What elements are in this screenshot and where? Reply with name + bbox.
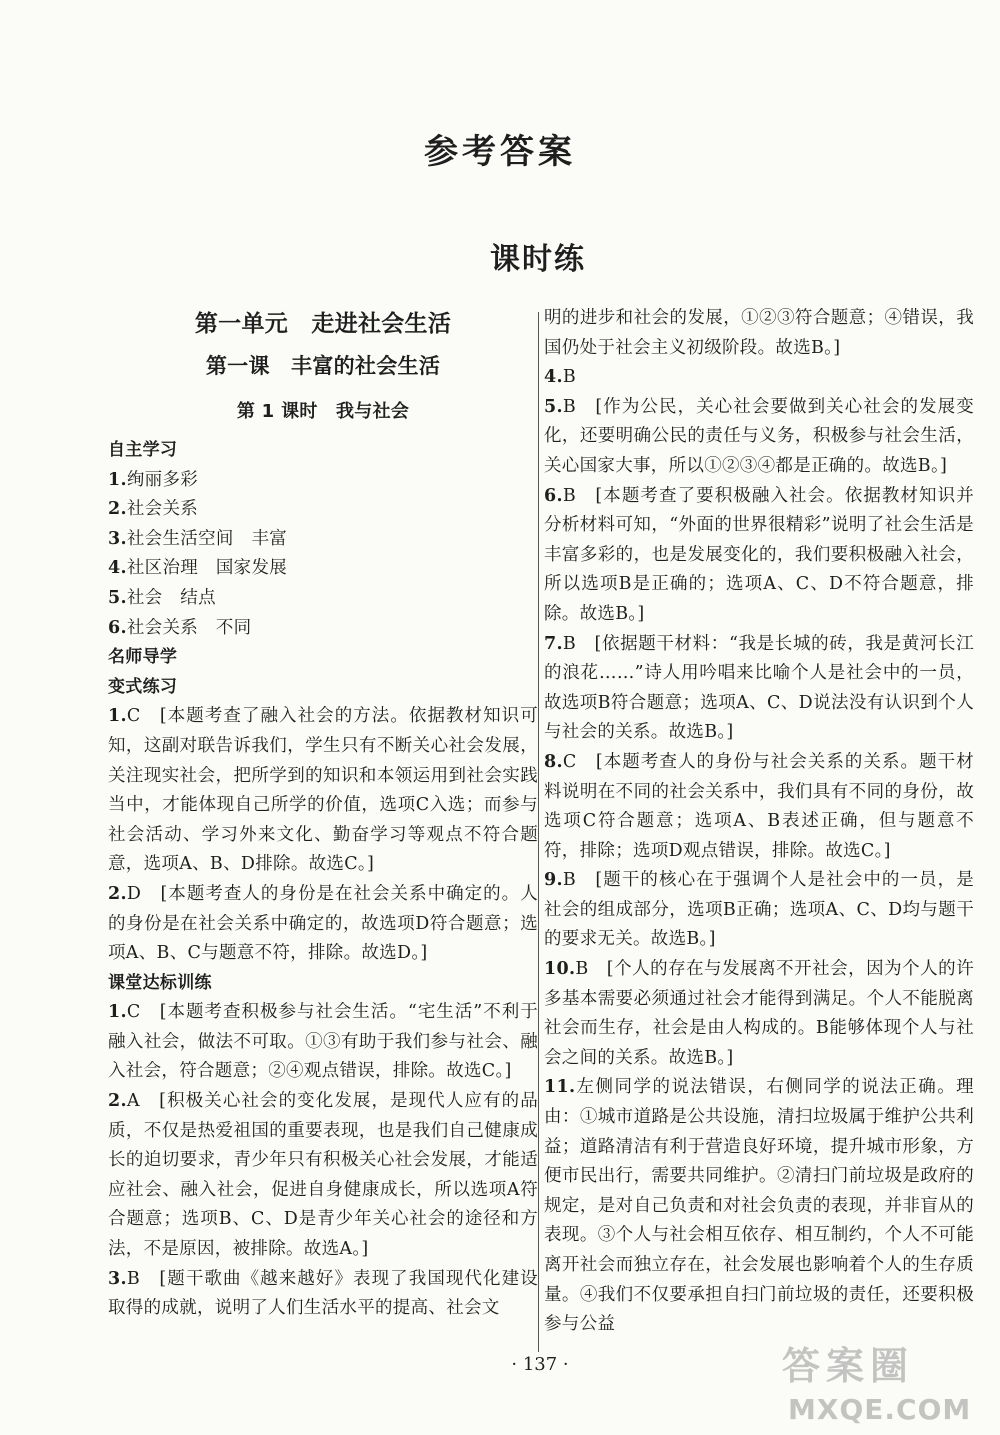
answer-item: 8.C [本题考查人的身份与社会关系的关系。题干材料说明在不同的社会关系中，我们具有不同的身份，故选项C符合题意；选项A、B表述正确，但与题意不符，排除；选项D观点错误，排除。故选C。] [544,751,974,861]
list-item: 5.社会 结点 [108,587,216,608]
answer-item: 11.左侧同学的说法错误，右侧同学的说法正确。理由：①城市道路是公共设施，清扫垃圾属于维护公共利益；道路清洁有利于营造良好环境，提升城市形象，方便市民出行，需要共同维护。②清扫门前垃圾是政府的规定，是对自己负责和对社会负责的表现，并非盲从的表现。③个人与社会相互依存、相互制约，个人不可能离开社会而独立存在，社会发展也影响着个人的生存质量。④我们不仅要承担自扫门前垃圾的责任，还要积极参与公益 [544,1077,974,1335]
guide-heading: 名师导学 [108,647,178,668]
section-title: 课时练 [490,242,586,277]
answer-item: 7.B [依据题干材料：“我是长城的砖，我是黄河长江的浪花……”诗人用吟唱来比喻个人是社会中的一员，故选项B符合题意；选项A、C、D说法没有认识到个人与社会的关系。故选B。] [544,633,974,743]
class-training-heading: 课堂达标训练 [108,972,212,993]
answer-item: 4.B [544,367,577,388]
answer-item: 3.B [题干歌曲《越来越好》表现了我国现代化建设取得的成就，说明了人们生活水平的提高、社会文 [108,1268,538,1319]
unit-title: 第一单元 走进社会生活 [194,311,452,337]
page-number: · 137 · [511,1354,569,1375]
answer-item: 10.B [个人的存在与发展离不开社会，因为个人的许多基本需要必须通过社会才能得到满足。个人不能脱离社会而生存，社会是由人构成的。B能够体现个人与社会之间的关系。故选B。] [544,959,974,1068]
answer-item: 2.D [本题考查人的身份是在社会关系中确定的。人的身份是在社会关系中确定的，故选项D符合题意；选项A、B、C与题意不符，排除。故选D。] [108,883,538,964]
left-column [108,304,538,1324]
list-item: 4.社区治理 国家发展 [108,558,288,579]
answer-item: 2.A [积极关心社会的变化发展，是现代人应有的品质，不仅是热爱祖国的重要表现，也是我们自己健康成长的迫切要求，青少年只有积极关心社会发展，才能适应社会、融入社会，促进自身健康成长，所以选项A符合题意；选项B、C、D是青少年关心社会的途径和方法，不是原因，被排除。故选A。] [108,1091,538,1260]
lesson-title: 第一课 丰富的社会生活 [205,354,441,378]
answer-item: 5.B [作为公民，关心社会要做到关心社会的发展变化，还要明确公民的责任与义务，积极参与社会生活，关心国家大事，所以①②③④都是正确的。故选B。] [544,396,974,476]
answer-item: 6.B [本题考查了要积极融入社会。依据教材知识并分析材料可知，“外面的世界很精彩”说明了社会生活是丰富多彩的，也是发展变化的，我们要积极融入社会，所以选项B是正确的；选项A、C、D不符合题意，排除。故选B。] [544,485,974,624]
answer-continuation: 明的进步和社会的发展，①②③符合题意；④错误，我国仍处于社会主义初级阶段。故选B。] [544,308,974,358]
right-column [544,304,974,1340]
watermark-glyphs: 答案圈 [782,1344,915,1388]
watermark-logo [782,1341,982,1431]
list-item: 6.社会关系 不同 [108,617,252,638]
period-title: 第 1 课时 我与社会 [236,401,410,422]
answer-item: 1.C [本题考查积极参与社会生活。“宅生活”不利于融入社会，做法不可取。①③有助于我们参与社会、融入社会，符合题意；②④观点错误，排除。故选C。] [108,1002,538,1082]
answer-item: 1.C [本题考查了融入社会的方法。依据教材知识可知，这副对联告诉我们，学生只有不断关心社会发展，关注现实社会，把所学到的知识和本领运用到社会实践当中，才能体现自己所学的价值，选项C入选；而参与社会活动、学习外来文化、勤奋学习等观点不符合题意，选项A、B、D排除。故选C。] [108,706,538,875]
list-item: 3.社会生活空间 丰富 [108,528,288,549]
list-item: 2.社会关系 [108,499,199,520]
column-divider [538,312,539,1352]
variant-heading: 变式练习 [108,676,178,697]
page-title: 参考答案 [424,132,576,172]
self-study-heading: 自主学习 [108,440,178,460]
list-item: 1.绚丽多彩 [108,469,199,490]
answer-item: 9.B [题干的核心在于强调个人是社会中的一员，是社会的组成部分，选项B正确；选项A、C、D均与题干的要求无关。故选B。] [544,870,974,950]
watermark-site: MXQE.COM [788,1393,972,1426]
